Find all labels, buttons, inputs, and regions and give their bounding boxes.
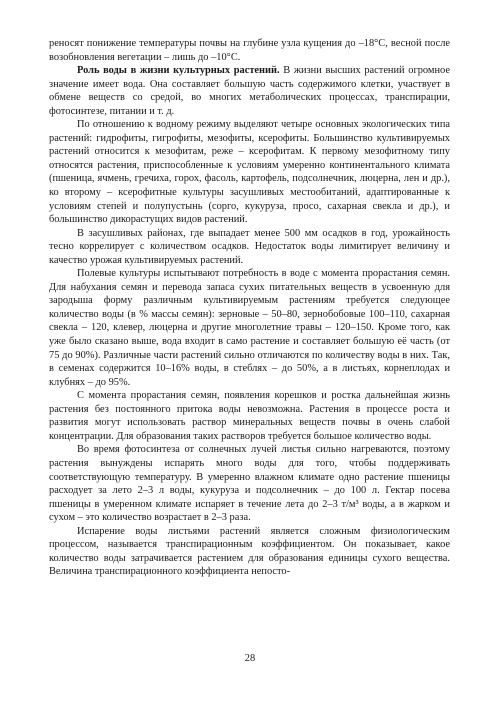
paragraph-5-text: Полевые культуры испытывают потребность в воде с момента прорастания семян. Для набухания семян и перевода запаса сухих питательных веществ в усвоенную для зародыша форму различным культивируемым растениям требуется следующее количество воды (в % массы семян): зерновые – 50–80, зернобобовые 100–110, сахарная свекла – 120, клевер, люцерна и другие многолетние травы – 120–150. Кроме того, как уже было сказано выше, вода входит в само растение и составляет большую её часть (от 75 до 90%). Различные части растений сильно отличаются по количеству воды в них. Так, в семенах содержится 10–16% воды, в стеблях – до 50%, а в листьях, корнеплодах и клубнях – до 95%.: [49, 268, 450, 388]
section-heading: Роль воды в жизни культурных растений.: [77, 65, 280, 77]
paragraph-3: [49, 118, 450, 226]
paragraph-4-text: В засушливых районах, где выпадает менее 500 мм осадков в год, урожайность тесно коррелирует с количеством осадков. Недостаток воды лимитирует величину и качество урожая культивируемых растений.: [49, 227, 450, 266]
body-text: [49, 37, 450, 579]
paragraph-8: [49, 525, 450, 579]
paragraph-3-text: По отношению к водному режиму выделяют четыре основных экологических типа растений: гидрофиты, гигрофиты, мезофиты, ксерофиты. Большинство культивируемых растений относится к мезофитам, реже – ксерофитам. К первому мезофитному типу относятся растения, приспособленные к условиям умеренно континентального климата (пшеница, ячмень, гречиха, горох, фасоль, картофель, подсолнечник, люцерна, лен и др.), ко второму – ксерофитные культуры засушливых местообитаний, адаптированные к условиям степей и полупустынь (сорго, кукуруза, просо, сахарная свекла и др.), и большинство дикорастущих видов растений.: [49, 119, 450, 226]
paragraph-2-text: В жизни высших растений огромное значение имеет вода. Она составляет большую часть содержимого клетки, участвует в обмене веществ со средой, во многих метаболических процессах, транспирации, фотосинтезе, питании и т. д.: [49, 65, 450, 117]
paragraph-6: [49, 389, 450, 443]
paragraph-1-text: реносят понижение температуры почвы на глубине узла кущения до –18°С, весной после возобновления вегетации – лишь до –10°С.: [49, 38, 450, 63]
paragraph-2: [49, 64, 450, 118]
paragraph-5: [49, 267, 450, 389]
paragraph-4: [49, 227, 450, 268]
page-number: 28: [244, 653, 256, 664]
paragraph-6-text: С момента прорастания семян, появления корешков и ростка дальнейшая жизнь растения без постоянного притока воды невозможна. Растения в процессе роста и развития могут использовать раствор минеральных веществ почвы в очень слабой концентрации. Для образования таких растворов требуется большое количество воды.: [49, 390, 450, 442]
paragraph-7-text: Во время фотосинтеза от солнечных лучей листья сильно нагреваются, поэтому растения вынуждены испарять много воды для того, чтобы поддерживать соответствующую температуру. В умеренно влажном климате одно растение пшеницы расходует за лето 2–3 л воды, кукуруза и подсолнечник – до 100 л. Гектар посева пшеницы в умеренном климате испаряет в течение лета до 2–3 т/м³ воды, а в жарком и сухом – это количество возрастает в 2–3 раза.: [49, 444, 450, 524]
paragraph-8-text: Испарение воды листьями растений является сложным физиологическим процессом, называется транспирационным коэффициентом. Он показывает, какое количество воды затрачивается растением для образования единицы сухого вещества. Величина транспирационного коэффициента непосто-: [49, 525, 450, 578]
paragraph-1: [49, 37, 450, 64]
paragraph-7: [49, 443, 450, 524]
